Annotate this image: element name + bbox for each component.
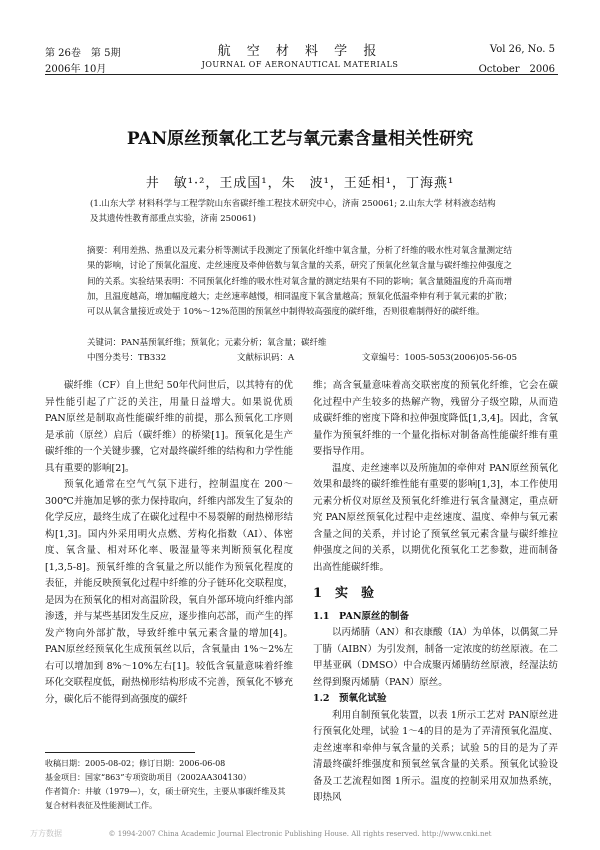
class-number: 中图分类号：TB332 bbox=[87, 353, 167, 363]
date-en: October 2006 bbox=[478, 64, 555, 75]
section-1-2-heading: 1.2 预氧化试验 bbox=[313, 693, 387, 704]
intro-paragraph-2: 预氧化通常在空气气氛下进行，控制温度在 200～300℃并施加足够的张力保持取向，纤维内部发生了复杂的化学反应，最终生成了在碳化过程中不易裂解的耐热梯形结构[1,3]。国内外采用明火点燃、芳构化指数（AI）、体密度、氧含量、相对环化率、吸湿量等来判断预氧化程度[1,3,5-8]。预氧纤维的含氧量之所以能作为预氧化程度的表征，并能反映预氧化过程中纤维的分子链环化交联程度，是因为在预氧化的相对高温阶段，氧自外部环境向纤维内部渗透，并与某些基团发生反应，逐步推向芯部，而产生的挥发产物向外部扩散，导致纤维中氧元素含量的增加[4]。PAN原丝经预氧化生成预氧丝以后，含氧量由 1%～2%左右可以增加到 8%～10%左右[1]。较低含氧量意味着纤维环化交联程度低，耐热梯形结构形成不完善，预氧化不够充分，碳化后不能得到高强度的碳纤 bbox=[45, 479, 293, 705]
right-paragraph-2: 温度、走丝速率以及所施加的牵伸对 PAN原丝预氧化效果和最终的碳纤维性能有重要的影响[1,3]，本工作使用元素分析仪对原丝及预氧化纤维进行氧含量测定，重点研究 PAN原丝预氧化过程中走丝速度、温度、牵伸与氧元素含量之间的关系，并讨论了预氧丝氧元素含量与碳纤维拉伸强度之间的关系，以期优化预氧化工艺参数，进而制备出高性能碳纤维。 bbox=[313, 462, 558, 573]
affiliations bbox=[90, 197, 520, 227]
keywords: 关键词：PAN基预氧纤维；预氧化；元素分析；氧含量；碳纤维 bbox=[87, 338, 327, 348]
right-paragraph-1: 维；高含氧量意味着高交联密度的预氧化纤维，它会在碳化过程中产生较多的热解产物，残留分子级空隙，从而造成碳纤维的密度下降和拉伸强度降低[1,3,4]。因此，含氧量作为预氧纤维的一个量化指标对制备高性能碳纤维有重要指导作用。 bbox=[313, 380, 558, 457]
section-1-1-heading: 1.1 PAN原丝的制备 bbox=[313, 610, 410, 622]
volume-issue-en: Vol 26, No. 5 bbox=[489, 44, 555, 55]
journal-title-cn: 航 空 材 料 学 报 bbox=[217, 44, 383, 59]
affiliation-line-1: (1.山东大学 材料科学与工程学院山东省碳纤维工程技术研究中心，济南 250061; 2.山东大学 材料液态结构 bbox=[90, 199, 496, 209]
affiliation-line-2: 及其遗传性教育部重点实验，济南 250061) bbox=[90, 214, 256, 224]
abstract: 摘要：利用差热、热重以及元素分析等测试手段测定了预氧化纤维中氧含量，分析了纤维的吸水性对氧含量测定结果的影响，讨论了预氧化温度、走丝速度及牵伸倍数与氧含量的关系，研究了预氧化丝氧含量与碳纤维拉伸强度之间的关系。实验结果表明：不同预氧化纤维的吸水性对氧含量的测定结果有不同的影响；氧含量随温度的升高而增加，且温度越高，增加幅度越大；走丝速率越慢，相同温度下氧含量越高；预氧化低温牵伸有利于氧元素的扩散；可以从氧含量接近或处于 10%～12%范围的预氧丝中制得较高强度的碳纤维，否则很难制得好的碳纤维。 bbox=[87, 246, 513, 318]
right-column bbox=[313, 378, 558, 807]
journal-title-en: JOURNAL OF AERONAUTICAL MATERIALS bbox=[201, 60, 399, 69]
watermark-logo: 万方数据 bbox=[30, 829, 62, 838]
author-list: 井 敏¹·²，王成国¹，朱 波¹，王延相¹，丁海燕¹ bbox=[145, 176, 455, 191]
section-1-heading: 1 实 验 bbox=[313, 586, 375, 601]
volume-issue-cn: 第 26卷 第 5期 bbox=[45, 48, 121, 59]
document-code: 文献标识码：A bbox=[237, 353, 295, 363]
classification-row bbox=[87, 351, 517, 363]
header-rule bbox=[45, 74, 558, 75]
right-paragraph-4: 利用自制预氧化装置，以表 1所示工艺对 PAN原丝进行预氧化处理，试验 1～4的目的是为了弄清预氧化温度、走丝速率和牵伸与氧含量的关系；试验 5的目的是为了弄清最终碳纤维强度和预氧丝氧含量的关系。预氧化试验设备及工艺流程如图 1所示。温度的控制采用双加热系统，即热风 bbox=[313, 709, 558, 803]
page-title: PAN原丝预氧化工艺与氧元素含量相关性研究 bbox=[126, 129, 474, 149]
right-paragraph-3: 以丙烯腈（AN）和衣康酸（IA）为单体，以偶氮二异丁腈（AIBN）为引发剂，制备一定浓度的纺丝原液。在二甲基亚砜（DMSO）中合成聚丙烯腈纺丝原液，经湿法纺丝得到聚丙烯腈（PAN）原丝。 bbox=[313, 627, 558, 688]
article-number: 文章编号：1005-5053(2006)05-56-05 bbox=[361, 353, 517, 363]
copyright-line: © 1994-2007 China Academic Journal Electronic Publishing House. All rights reserved. http://www.cnki.net bbox=[108, 830, 492, 838]
date-cn: 2006年 10月 bbox=[45, 64, 107, 75]
footnote-rule bbox=[45, 752, 195, 753]
footnote-author: 作者简介：井敏（1979—），女，硕士研究生，主要从事碳纤维及其复合材料表征及性能测试工作。 bbox=[45, 787, 286, 810]
footnote-fund: 基金项目：国家“863”专项资助项目（2002AA304130） bbox=[45, 773, 251, 782]
footnotes bbox=[45, 757, 293, 813]
footnote-received: 收稿日期：2005-08-02；修订日期：2006-06-08 bbox=[45, 759, 226, 768]
left-column bbox=[45, 378, 293, 708]
intro-paragraph-1: 碳纤维（CF）自上世纪 50年代问世后，以其特有的优异性能引起了广泛的关注，用量日益增大。如果说优质 PAN原丝是制取高性能碳纤维的前提，那么预氧化工序则是承前（原丝）启后（碳纤维）的桥梁[1]。预氧化是生产碳纤维的一个关键步骤，它对最终碳纤维的结构和力学性能具有重要的影响[2]。 bbox=[45, 380, 293, 474]
